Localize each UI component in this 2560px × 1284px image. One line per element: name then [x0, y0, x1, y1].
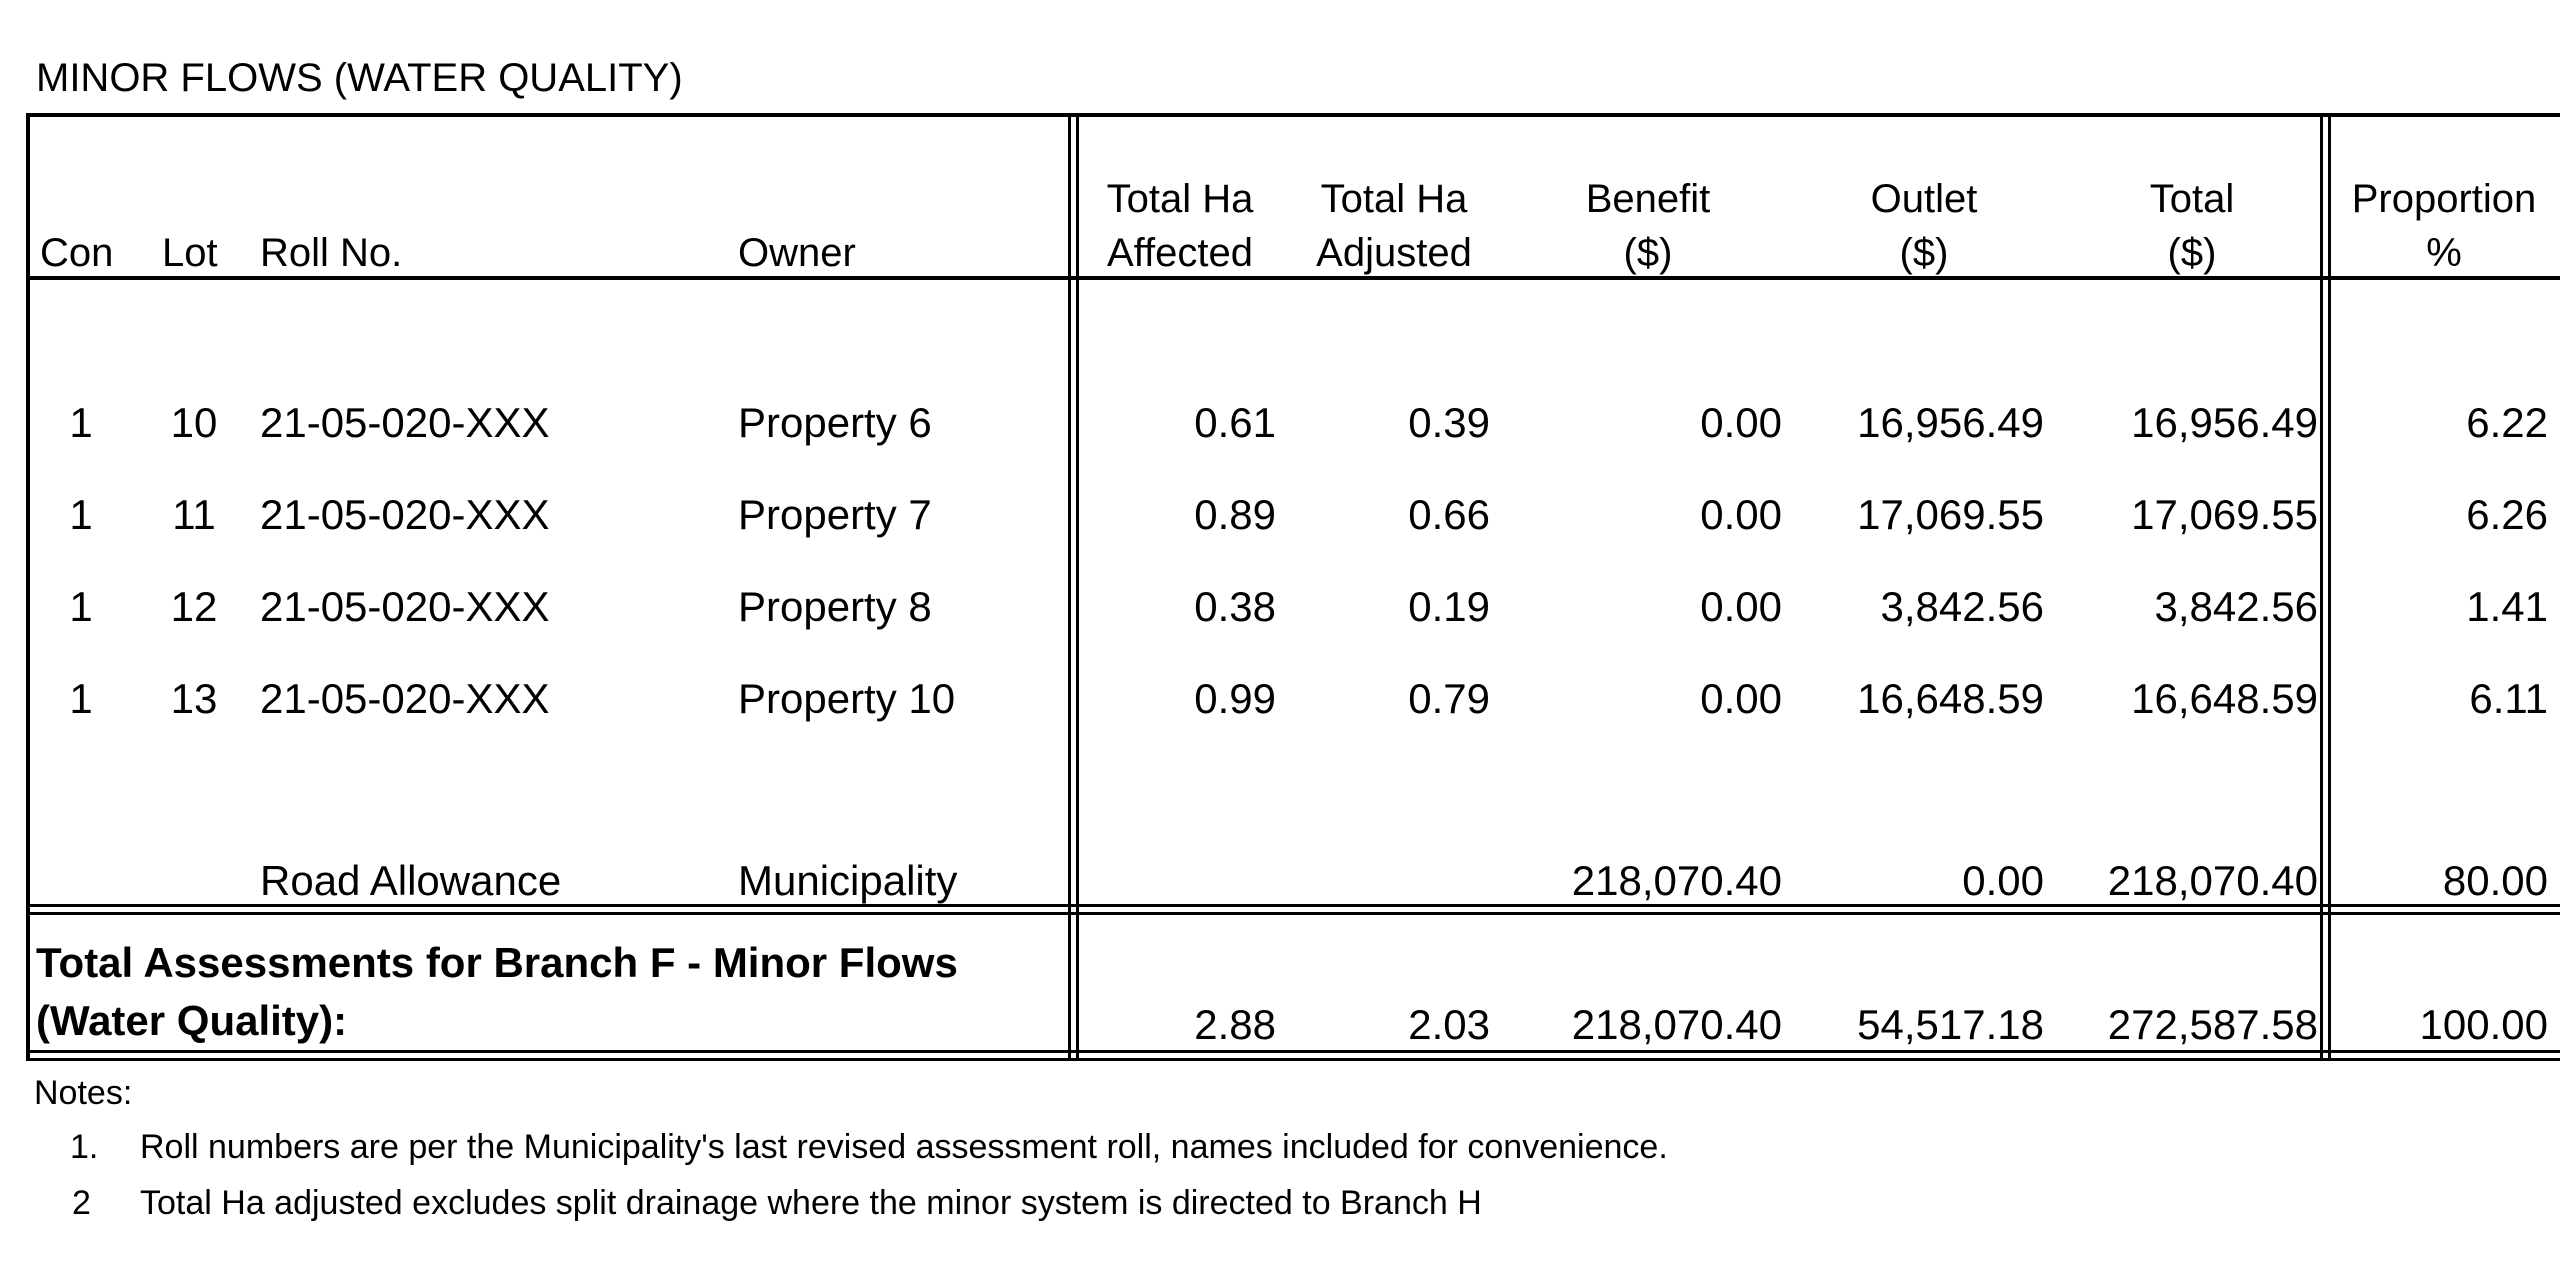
cell-roll-no: 21-05-020-XXX	[260, 491, 550, 538]
cell-ha-affected: 0.38	[1194, 583, 1276, 630]
cell-owner: Municipality	[738, 857, 958, 904]
cell-benefit: 0.00	[1700, 399, 1782, 446]
cell-total: 3,842.56	[2154, 583, 2318, 630]
cell-total: 17,069.55	[2131, 491, 2318, 538]
cell-outlet: 0.00	[1962, 857, 2044, 904]
cell-con: 1	[69, 399, 93, 446]
notes-title: Notes:	[34, 1074, 133, 1112]
cell-proportion: 1.41	[2466, 583, 2548, 630]
total-proportion: 100.00	[2419, 1001, 2548, 1048]
cell-ha-affected: 0.61	[1194, 399, 1276, 446]
table-title: MINOR FLOWS (WATER QUALITY)	[36, 56, 683, 100]
cell-benefit: 0.00	[1700, 583, 1782, 630]
cell-ha-adjusted: 0.79	[1408, 675, 1490, 722]
header-benefit-line2: ($)	[1623, 231, 1673, 275]
cell-owner: Property 6	[738, 399, 932, 446]
cell-lot: 13	[170, 675, 218, 722]
cell-ha-adjusted: 0.19	[1408, 583, 1490, 630]
cell-outlet: 16,956.49	[1857, 399, 2044, 446]
header-owner: Owner	[738, 231, 856, 275]
cell-benefit: 0.00	[1700, 675, 1782, 722]
cell-con: 1	[69, 583, 93, 630]
cell-ha-affected: 0.89	[1194, 491, 1276, 538]
total-ha-affected: 2.88	[1194, 1001, 1276, 1048]
header-proportion-line1: Proportion	[2351, 177, 2537, 221]
header-total-line1: Total	[2149, 177, 2235, 221]
cell-ha-affected: 0.99	[1194, 675, 1276, 722]
total-ha-adjusted: 2.03	[1408, 1001, 1490, 1048]
note-number: 1.	[70, 1128, 99, 1166]
note-text: Total Ha adjusted excludes split drainage where the minor system is directed to Branch H	[140, 1184, 1482, 1222]
totals-label-line1: Total Assessments for Branch F - Minor Flows	[36, 939, 958, 986]
total-benefit: 218,070.40	[1571, 1001, 1782, 1048]
header-lot: Lot	[162, 231, 218, 275]
header-ha-adjusted-line1: Total Ha	[1320, 177, 1468, 221]
cell-benefit: 0.00	[1700, 491, 1782, 538]
header-ha-adjusted-line2: Adjusted	[1316, 231, 1472, 275]
header-ha-affected-line2: Affected	[1106, 231, 1254, 275]
cell-roll-no: 21-05-020-XXX	[260, 675, 550, 722]
totals-label-line2: (Water Quality):	[36, 997, 348, 1044]
cell-ha-adjusted: 0.39	[1408, 399, 1490, 446]
header-ha-affected-line1: Total Ha	[1106, 177, 1254, 221]
cell-owner: Property 10	[738, 675, 956, 722]
header-total-line2: ($)	[2167, 231, 2217, 275]
header-outlet-line1: Outlet	[1870, 177, 1978, 221]
cell-outlet: 17,069.55	[1857, 491, 2044, 538]
cell-outlet: 16,648.59	[1857, 675, 2044, 722]
header-con: Con	[40, 231, 114, 275]
cell-lot: 10	[170, 399, 218, 446]
total-outlet: 54,517.18	[1857, 1001, 2044, 1048]
cell-benefit: 218,070.40	[1571, 857, 1782, 904]
header-benefit-line1: Benefit	[1585, 177, 1711, 221]
cell-total: 218,070.40	[2107, 857, 2318, 904]
cell-total: 16,648.59	[2131, 675, 2318, 722]
note-text: Roll numbers are per the Municipality's last revised assessment roll, names included for convenience.	[140, 1128, 1668, 1166]
header-roll-no: Roll No.	[260, 231, 403, 275]
total-total: 272,587.58	[2107, 1001, 2318, 1048]
cell-owner: Property 8	[738, 583, 932, 630]
cell-roll-no: 21-05-020-XXX	[260, 583, 550, 630]
cell-proportion: 80.00	[2442, 857, 2548, 904]
note-number: 2	[72, 1184, 91, 1222]
cell-proportion: 6.22	[2466, 399, 2548, 446]
header-outlet-line2: ($)	[1899, 231, 1949, 275]
cell-con: 1	[69, 491, 93, 538]
cell-con: 1	[69, 675, 93, 722]
cell-total: 16,956.49	[2131, 399, 2318, 446]
cell-roll-no: Road Allowance	[260, 857, 562, 904]
cell-lot: 12	[170, 583, 218, 630]
cell-outlet: 3,842.56	[1880, 583, 2044, 630]
cell-proportion: 6.26	[2466, 491, 2548, 538]
cell-roll-no: 21-05-020-XXX	[260, 399, 550, 446]
header-proportion-line2: %	[2426, 231, 2462, 275]
cell-lot: 11	[172, 491, 216, 538]
cell-proportion: 6.11	[2469, 675, 2548, 722]
cell-owner: Property 7	[738, 491, 932, 538]
cell-ha-adjusted: 0.66	[1408, 491, 1490, 538]
